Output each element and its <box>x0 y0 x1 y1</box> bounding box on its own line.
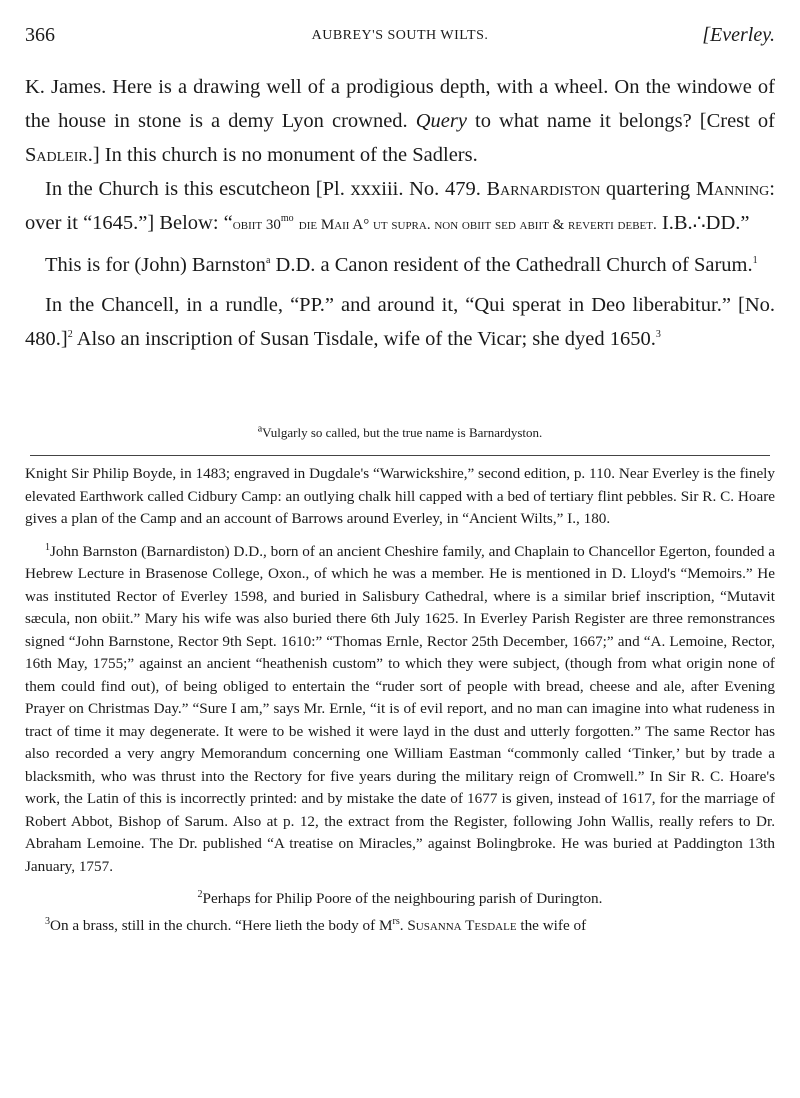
footnote-text: Vulgarly so called, but the true name is Barnardyston. <box>262 425 543 440</box>
text: This is for (John) Barnston <box>45 254 266 276</box>
small-caps-manning: Manning <box>695 178 770 200</box>
footnote-text: On a brass, still in the church. “Here lieth the body of M <box>50 916 393 934</box>
footnote-marker: 1 <box>45 541 50 553</box>
footnote-continued: Knight Sir Philip Boyde, in 1483; engraved in Dugdale's “Warwickshire,” second edition, p. 110. Near Everley is the finely elevated Earthwork called Cidbury Camp: an outlying chalk hill capped with a bed of tertiary flint pebbles. Sir R. C. Hoare gives a plan of the Camp and an account of Barrows around Everley, in “Ancient Wilts,” I., 180. <box>25 465 775 527</box>
paragraph-well <box>25 70 775 172</box>
footnote-marker: a <box>257 423 263 435</box>
small-caps-sadleir: Sadleir. <box>25 144 93 166</box>
text: ] In this church is no monument of the Sadlers. <box>92 144 478 166</box>
inscription-text: obiit 30 <box>232 217 281 233</box>
text: Also an inscription of Susan Tisdale, wife of the Vicar; she dyed 1650. <box>72 328 656 350</box>
text: I.B.∴DD.” <box>656 212 750 234</box>
footnote-marker: 2 <box>197 888 203 900</box>
small-caps-barnardiston: Barnardiston <box>486 178 601 200</box>
text: : over it “1645.”] Below: “ <box>25 178 775 234</box>
paragraph-chancell <box>25 288 775 356</box>
text: quartering <box>600 178 696 200</box>
page-number: 366 <box>25 24 55 46</box>
footnote-2 <box>25 888 775 911</box>
text: D.D. a Canon resident of the Cathedrall Church of Sarum. <box>270 254 753 276</box>
section-marker: [Everley. <box>702 24 775 46</box>
footnote-ref-3[interactable]: 3 <box>655 329 661 341</box>
text: In the Chancell, in a rundle, “PP.” and around it, “Qui sperat in Deo liberabitur.” [No. 480.] <box>25 294 775 350</box>
running-title: AUBREY'S SOUTH WILTS. <box>311 28 489 43</box>
footnote-a <box>0 425 800 441</box>
text: K. James. Here is a drawing well of a prodigious depth, with a wheel. On the windowe of the house in stone is a demy Lyon crowned. <box>25 76 775 132</box>
inscription-text: die Maii A° ut supra. non obiit sed abiit & reverti debet. <box>298 217 657 233</box>
small-caps-name: . Susanna Tesdale <box>399 916 517 934</box>
footnote-text: John Barnston (Barnardiston) D.D., born of an ancient Cheshire family, and Chaplain to Chancellor Egerton, founded a Hebrew Lecture in Brasenose College, Oxon., of which he was a member. He is mentioned in D. Lloyd's “Memoirs.” He was instituted Rector of Everley 1598, and buried in Salisbury Cathedral, where is a similar brief inscription, “Mutavit sæcula, non obiit.” Mary his wife was also buried there 6th July 1625. In Everley Parish Register are three remonstrances signed “John Barnstone, Rector 9th Sept. 1610:” “Thomas Ernle, Rector 25th December, 1667;” and “A. Lemoine, Rector, 16th May, 1755;” against an ancient “heathenish custom” to which they were subject, (though from what origin none of them could find out), of being obliged to entertain the “ruder sort of people with bread, cheese and ale, after Evening Prayer on Christmas Day.” “Sure I am,” says Mr. Ernle, “it is of evil report, and no man can imagine into what rudeness in tract of time it may degenerate. It were to be wished it were layd in the dust and utterly forgotten.” The same Rector has also recorded a very angry Memorandum concerning one William Eastman “commonly called ‘Tinker,’ but by trade a blacksmith, who was thrust into the Rectory for five years during the military reign of Cromwell.” In Sir R. C. Hoare's work, the Latin of this is incorrectly printed: and by mistake the date of 1677 is given, instead of 1617, for the marriage of Robert Abbot, Bishop of Sarum. Also at p. 12, the extract from the Register, following John Wallis, really refers to Dr. Abraham Lemoine. The Dr. published “A treatise on Miracles,” against Bolingbroke. He was buried at Paddington 13th January, 1757. <box>25 542 775 875</box>
footnote-divider <box>30 455 770 456</box>
footnote-text: the wife of <box>516 916 587 934</box>
footnote-ref-2[interactable]: 2 <box>67 329 73 341</box>
footnote-ref-1[interactable]: 1 <box>752 255 758 267</box>
text: In the Church is this escutcheon [Pl. xxxiii. No. 479. <box>45 178 487 200</box>
footnote-marker: 3 <box>45 915 50 927</box>
superscript: mo <box>280 213 294 225</box>
main-text <box>25 70 775 356</box>
paragraph-escutcheon <box>25 172 775 242</box>
text: to what name it belongs? [Crest of <box>466 110 775 132</box>
superscript: rs <box>392 915 400 927</box>
footnote-3 <box>25 915 775 938</box>
footnote-1 <box>25 541 775 879</box>
footnote-text: Perhaps for Philip Poore of the neighbouring parish of Durington. <box>202 890 603 907</box>
footnotes <box>25 463 775 937</box>
italic-query: Query <box>415 110 467 132</box>
paragraph-barnston <box>25 248 775 282</box>
footnote-ref-a[interactable]: a <box>265 255 271 267</box>
page-header <box>25 24 775 54</box>
